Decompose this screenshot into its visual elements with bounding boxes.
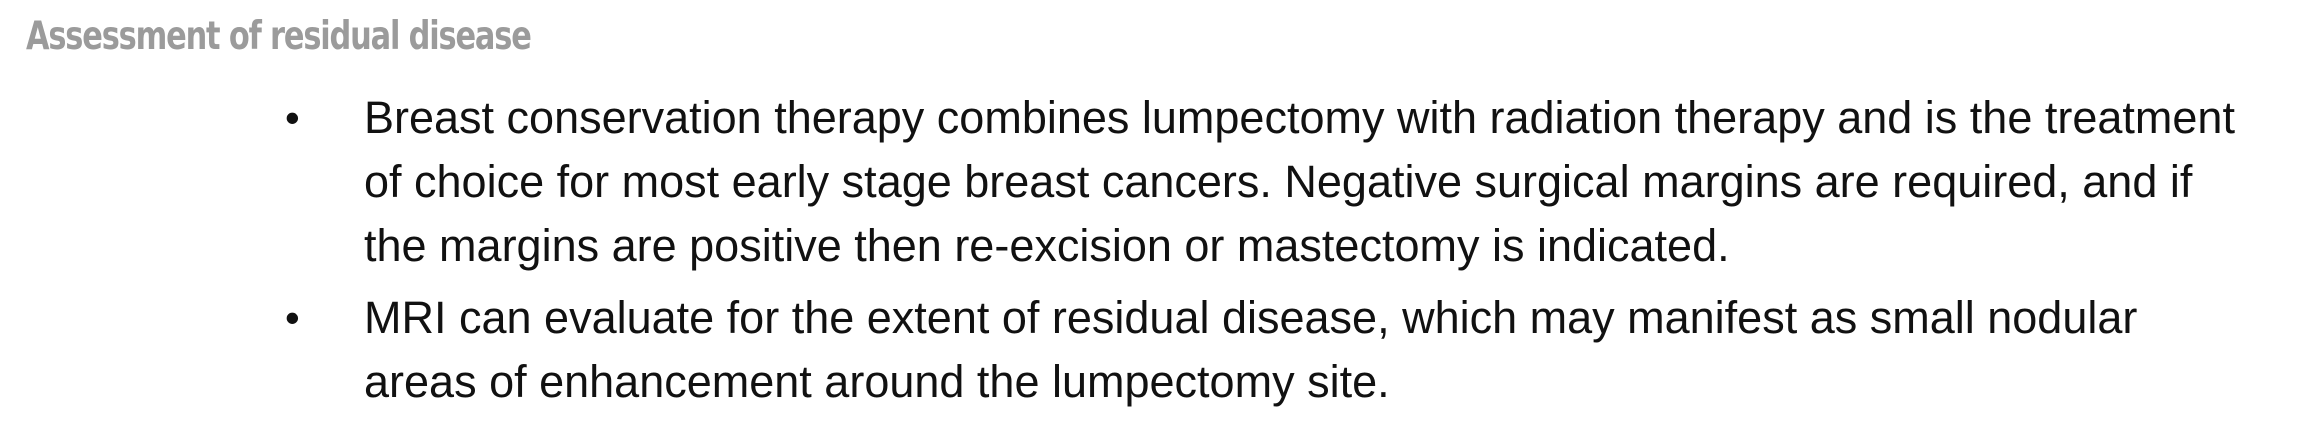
- bullet-item: [280, 86, 2260, 278]
- bullet-marker-icon: •: [285, 294, 300, 341]
- bullet-text: Breast conservation therapy combines lumpectomy with radiation therapy and is the treatment of choice for most early stage breast cancers. Negative surgical margins are required, and if the margins are positive then re-excision or mastectomy is indicated.: [364, 92, 2235, 271]
- bullet-text: MRI can evaluate for the extent of residual disease, which may manifest as small nodular areas of enhancement around the lumpectomy site.: [364, 292, 2138, 407]
- bullet-marker-icon: •: [285, 94, 300, 141]
- bullet-list: [280, 86, 2260, 422]
- section-heading: Assessment of residual disease: [26, 14, 531, 59]
- bullet-item: [280, 286, 2260, 414]
